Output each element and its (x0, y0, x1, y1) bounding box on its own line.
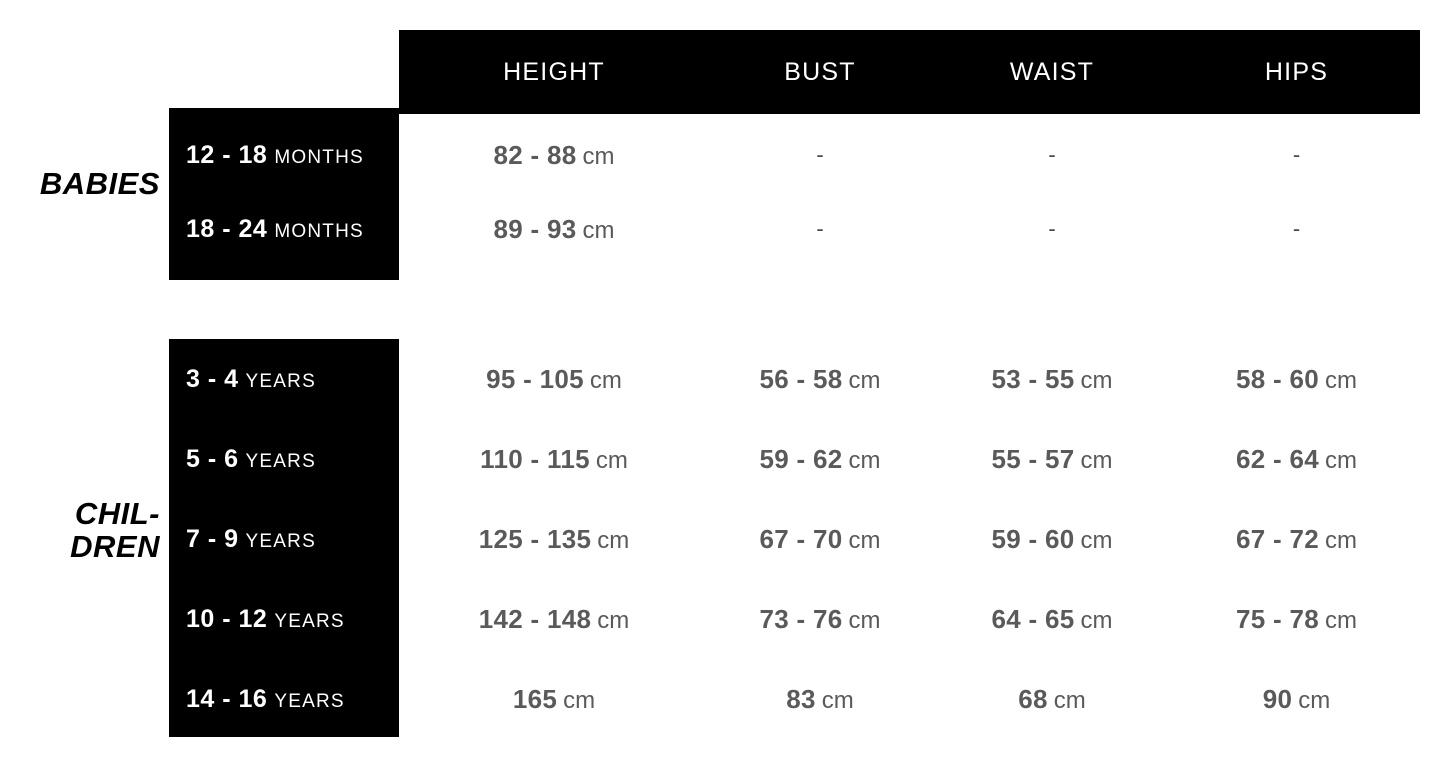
cell-bust (709, 364, 931, 395)
cell-bust (709, 684, 931, 715)
cell-hips (1173, 364, 1420, 395)
row-age-unit: MONTHS (274, 146, 364, 168)
cell-height-unit: cm (589, 366, 622, 394)
cell-hips-unit: cm (1325, 446, 1358, 474)
column-header-height: HEIGHT (503, 57, 605, 86)
cell-hips (1173, 216, 1420, 242)
row-age-label (169, 685, 399, 714)
row-age-label (169, 141, 399, 170)
cell-hips (1173, 684, 1420, 715)
cell-height (399, 214, 709, 245)
cell-hips (1173, 444, 1420, 475)
cell-bust-unit: cm (848, 526, 881, 554)
cell-bust (709, 604, 931, 635)
row-age-number: 18 - 24 (186, 214, 268, 243)
table-row (169, 125, 1420, 185)
cell-bust-unit: cm (848, 366, 881, 394)
cell-hips-value: 75 - 78 (1235, 603, 1320, 634)
cell-hips-value: - (1292, 216, 1301, 241)
cell-hips (1173, 604, 1420, 635)
cell-hips-unit: cm (1298, 686, 1331, 714)
cell-bust-value: 59 - 62 (759, 443, 843, 474)
cell-waist-unit: cm (1053, 686, 1086, 714)
cell-hips (1173, 524, 1420, 555)
cell-bust (709, 444, 931, 475)
cell-hips-unit: cm (1325, 606, 1358, 634)
cell-bust-value: - (816, 142, 824, 167)
cell-waist-value: 53 - 55 (991, 363, 1075, 394)
table-row (169, 669, 1420, 729)
cell-waist (931, 142, 1173, 168)
cell-height-value: 89 - 93 (493, 213, 577, 244)
cell-bust-value: 56 - 58 (759, 363, 843, 394)
cell-waist (931, 216, 1173, 242)
row-age-number: 14 - 16 (186, 684, 268, 713)
column-header-bust: BUST (784, 57, 856, 86)
row-age-unit: YEARS (274, 610, 345, 632)
cell-bust-unit: cm (821, 686, 854, 714)
cell-waist-unit: cm (1080, 526, 1113, 554)
table-row (169, 509, 1420, 569)
cell-height (399, 140, 709, 171)
cell-hips-unit: cm (1325, 366, 1358, 394)
cell-bust-value: 83 (786, 683, 816, 714)
cell-hips-value: 67 - 72 (1235, 523, 1320, 554)
cell-waist (931, 684, 1173, 715)
cell-waist-value: 55 - 57 (991, 443, 1075, 474)
column-header-hips: HIPS (1264, 57, 1329, 86)
cell-hips-value: 90 (1262, 683, 1293, 714)
row-age-label (169, 445, 399, 474)
cell-bust-unit: cm (848, 606, 881, 634)
cell-waist-value: 64 - 65 (991, 603, 1075, 634)
cell-hips-unit: cm (1325, 526, 1358, 554)
cell-bust (709, 142, 931, 168)
row-age-unit: YEARS (245, 450, 316, 472)
cell-waist-unit: cm (1080, 446, 1113, 474)
cell-height (399, 604, 709, 635)
row-age-unit: YEARS (245, 530, 316, 552)
cell-height-value: 82 - 88 (493, 139, 577, 170)
cell-bust-value: 67 - 70 (759, 523, 843, 554)
cell-height (399, 684, 709, 715)
cell-waist-value: 59 - 60 (991, 523, 1075, 554)
group-label-children-line1: CHIL- (74, 496, 160, 531)
row-age-number: 12 - 18 (186, 140, 268, 169)
cell-height-value: 110 - 115 (480, 443, 590, 474)
cell-height (399, 524, 709, 555)
cell-height-value: 142 - 148 (478, 603, 592, 634)
row-age-label (169, 525, 399, 554)
cell-waist (931, 604, 1173, 635)
cell-height-unit: cm (597, 606, 630, 634)
cell-height (399, 364, 709, 395)
table-row (169, 429, 1420, 489)
cell-height-value: 125 - 135 (478, 523, 592, 554)
cell-height-unit: cm (595, 446, 628, 474)
cell-hips-value: - (1292, 142, 1301, 167)
cell-height-unit: cm (563, 686, 596, 714)
cell-height-value: 165 (512, 683, 558, 714)
cell-bust-value: 73 - 76 (759, 603, 843, 634)
row-age-unit: YEARS (245, 370, 316, 392)
cell-bust (709, 524, 931, 555)
column-header-waist: WAIST (1009, 57, 1095, 86)
cell-waist-unit: cm (1080, 606, 1113, 634)
row-age-unit: MONTHS (274, 220, 364, 242)
row-age-number: 5 - 6 (186, 444, 239, 473)
cell-height-unit: cm (582, 216, 615, 244)
cell-waist (931, 524, 1173, 555)
table-row (169, 589, 1420, 649)
table-row (169, 199, 1420, 259)
cell-height (399, 444, 709, 475)
group-label-children (5, 497, 160, 564)
table-row (169, 349, 1420, 409)
cell-waist (931, 444, 1173, 475)
cell-waist (931, 364, 1173, 395)
group-label-babies: BABIES (39, 166, 160, 201)
row-age-unit: YEARS (274, 690, 345, 712)
cell-height-value: 95 - 105 (486, 363, 584, 394)
group-label-children-line2: DREN (70, 529, 160, 565)
row-age-label (169, 215, 399, 244)
row-age-number: 10 - 12 (186, 604, 268, 633)
cell-hips-value: 58 - 60 (1235, 363, 1320, 394)
cell-hips-value: 62 - 64 (1235, 443, 1320, 474)
cell-height-unit: cm (597, 526, 630, 554)
cell-hips (1173, 142, 1420, 168)
cell-waist-value: - (1048, 216, 1056, 241)
cell-waist-value: 68 (1018, 683, 1048, 714)
row-age-number: 7 - 9 (186, 524, 239, 553)
cell-bust-unit: cm (848, 446, 881, 474)
cell-waist-unit: cm (1080, 366, 1113, 394)
row-age-label (169, 605, 399, 634)
row-age-number: 3 - 4 (186, 364, 239, 393)
cell-bust-value: - (816, 216, 824, 241)
cell-bust (709, 216, 931, 242)
table-header-row (399, 30, 1420, 114)
row-age-label (169, 365, 399, 394)
cell-waist-value: - (1048, 142, 1056, 167)
cell-height-unit: cm (582, 142, 615, 170)
